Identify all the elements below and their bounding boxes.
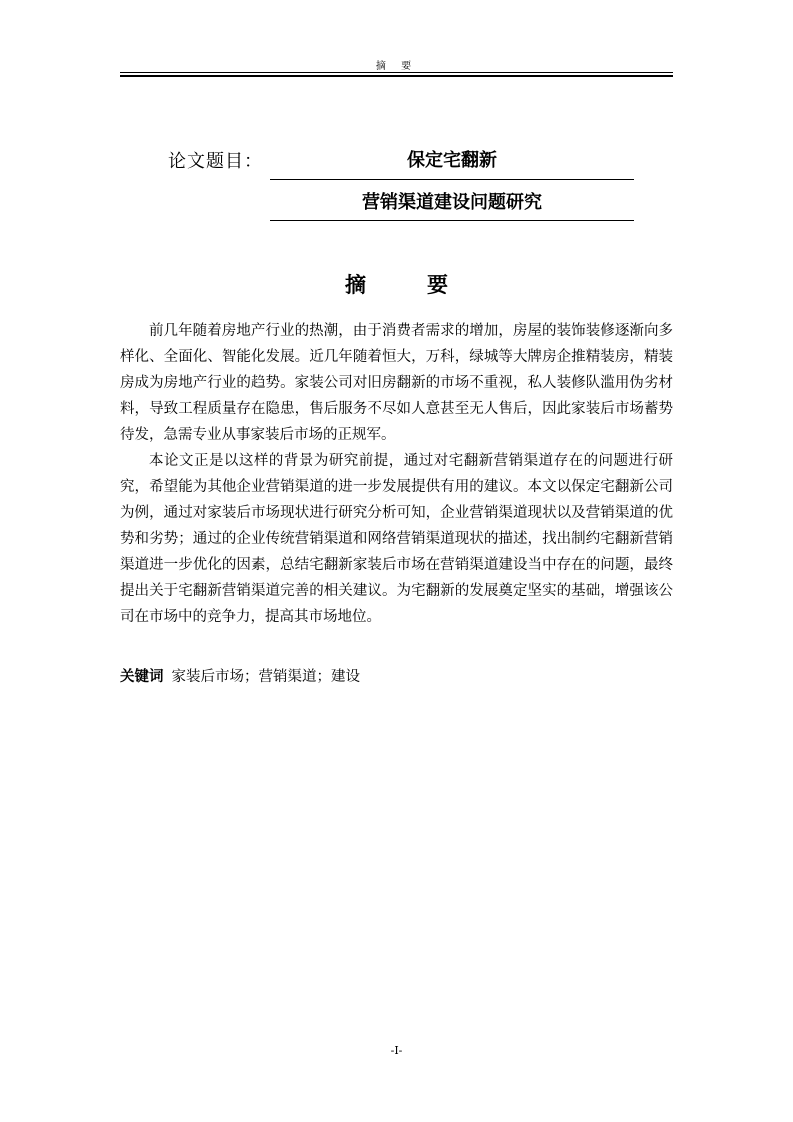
page-number: -I- — [390, 1044, 403, 1057]
title-underline-2 — [270, 220, 634, 221]
keywords-line — [120, 664, 673, 690]
thesis-title-label: 论文题目： — [168, 151, 263, 172]
title-underline-1 — [270, 179, 634, 180]
abstract-paragraph: 本论文正是以这样的背景为研究前提，通过对宅翻新营销渠道存在的问题进行研究，希望能为其他企业营销渠道的进一步发展提供有用的建议。本文以保定宅翻新公司为例，通过对家装后市场现状进行研究分析可知，企业营销渠道现状以及营销渠道的优势和劣势；通过的企业传统营销渠道和网络营销渠道现状的描述，找出制约宅翻新营销渠道进一步优化的因素，总结宅翻新家装后市场在营销渠道建设当中存在的问题，最终提出关于宅翻新营销渠道完善的相关建议。为宅翻新的发展奠定坚实的基础，增强该公司在市场中的竞争力，提高其市场地位。 — [120, 453, 673, 625]
abstract-heading: 摘 要 — [345, 273, 468, 297]
header-rule-thin — [120, 72, 673, 73]
abstract-body — [120, 318, 673, 630]
abstract-paragraph: 前几年随着房地产行业的热潮，由于消费者需求的增加，房屋的装饰装修逐渐向多样化、全面化、智能化发展。近几年随着恒大，万科，绿城等大牌房企推精装房，精装房成为房地产行业的趋势。家装公司对旧房翻新的市场不重视，私人装修队滥用伪劣材料，导致工程质量存在隐患，售后服务不尽如人意甚至无人售后，因此家装后市场蓄势待发，急需专业从事家装后市场的正规军。 — [120, 323, 673, 443]
keywords-label: 关键词 — [120, 669, 164, 685]
running-header: 摘 要 — [375, 61, 418, 72]
keywords-text: 家装后市场；营销渠道；建设 — [171, 669, 360, 685]
thesis-title-line1: 保定宅翻新 — [407, 150, 497, 171]
header-rule-thick — [120, 75, 673, 77]
thesis-title-line2: 营销渠道建设问题研究 — [362, 192, 542, 213]
